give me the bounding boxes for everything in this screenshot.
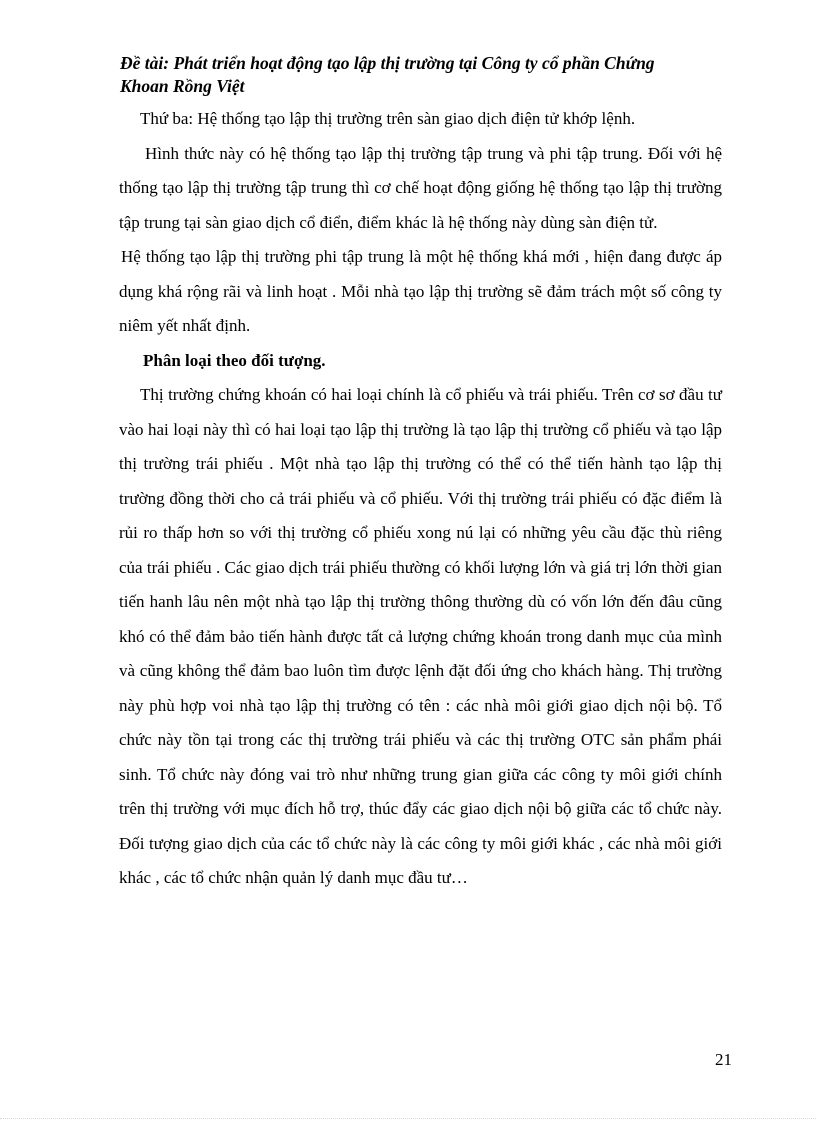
paragraph-centralized-system: Hình thức này có hệ thống tạo lập thị trường tập trung và phi tập trung. Đối với hệ thống tạo lập thị trường tập trung thì cơ chế hoạt động giống hệ thống tạo lập thị trường tập trung tại sàn giao dịch cổ điển, điểm khác là hệ thống này dùng sàn điện tử. [119, 143, 722, 232]
document-body [119, 102, 722, 896]
page-number: 21 [715, 1050, 732, 1069]
document-header [120, 52, 720, 98]
section-heading-classification: Phân loại theo đối tượng. [143, 350, 326, 370]
footer-divider [0, 1118, 816, 1119]
paragraph-stock-bond-market: Thị trường chứng khoán có hai loại chính là cổ phiếu và trái phiếu. Trên cơ sơ đầu tư vào hai loại này thì có hai loại tạo lập thị trường là tạo lập thị trường cổ phiếu và tạo lập thị trường trái phiếu . Một nhà tạo lập thị trường có thể có thể tiến hành tạo lập thị trường đồng thời cho cả trái phiếu và cổ phiếu. Với thị trường trái phiếu có đặc điểm là rủi ro thấp hơn so với thị trường cổ phiếu xong nú lại có những yêu cầu đặc thù riêng của trái phiếu . Các giao dịch trái phiếu thường có khối lượng lớn và giá trị lớn thời gian tiến hanh lâu nên một nhà tạo lập thị trường thông thường dù có vốn lớn đến đâu cũng khó có thể đảm bảo tiến hành được tất cả lượng chứng khoán trong danh mục của mình và cũng không thể đảm bao luôn tìm được lệnh đặt đối ứng cho khách hàng. Thị trường này phù hợp voi nhà tạo lập thị trường có tên : các nhà môi giới giao dịch nội bộ. Tổ chức này tồn tại trong các thị trường trái phiếu và các thị trường OTC sản phẩm phái sinh. Tổ chức này đóng vai trò như những trung gian giữa các công ty môi giới chính trên thị trường với mục đích hỗ trợ, thúc đẩy các giao dịch nội bộ giữa các tổ chức này. Đối tượng giao dịch của các tổ chức này là các công ty môi giới khác , các nhà môi giới khác , các tổ chức nhận quản lý danh mục đầu tư… [119, 385, 722, 887]
header-title-line-1: Đề tài: Phát triển hoạt động tạo lập thị trường tại Công ty cổ phần Chứng [120, 53, 655, 73]
paragraph-third-system: Thứ ba: Hệ thống tạo lập thị trường trên sàn giao dịch điện tử khớp lệnh. [140, 109, 636, 128]
paragraph-decentralized-system: Hệ thống tạo lập thị trường phi tập trung là một hệ thống khá mới , hiện đang được áp dụng khá rộng rãi và linh hoạt . Mỗi nhà tạo lập thị trường sẽ đảm trách một số công ty niêm yết nhất định. [119, 247, 722, 335]
header-title-line-2: Khoan Rồng Việt [120, 76, 245, 96]
